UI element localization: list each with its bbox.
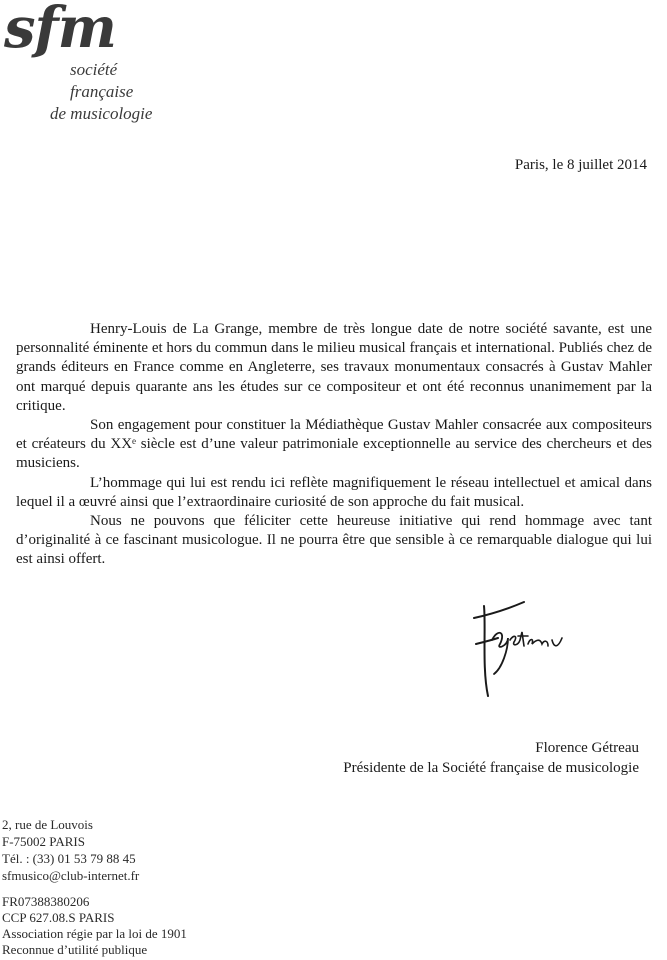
registration-line: FR07388380206 <box>2 894 90 909</box>
letter-date: Paris, le 8 juillet 2014 <box>514 157 647 173</box>
handwritten-signature <box>462 588 582 708</box>
email-line: sfmusico@club-internet.fr <box>2 868 140 883</box>
paragraph: Henry-Louis de La Grange, membre de très longue date de notre société savante, est une personnalité éminente et hors du commun dans le milieu musical français et international. Publiés chez de grands éditeurs en France comme en Angleterre, ses travaux monumentaux consacrés à Gustav Mahler ont marqué depuis quarante ans les études sur ce compositeur et ont été reconnus unanimement par la critique. <box>16 321 652 414</box>
signer-title: Présidente de la Société française de musicologie <box>343 760 639 776</box>
society-logo <box>4 0 179 126</box>
signer-name: Florence Gétreau <box>535 740 639 756</box>
paragraph: L’hommage qui lui est rendu ici reflète magnifiquement le réseau intellectuel et amical dans lequel il a œuvré ainsi que l’extraordinaire curiosité de son approche du fait musical. <box>16 474 652 510</box>
logo-mark: sfm <box>4 0 116 61</box>
logo-line-musicologie: de musicologie <box>50 104 153 123</box>
letter-body <box>16 320 652 570</box>
address-block <box>2 816 139 884</box>
signer-block <box>343 738 639 778</box>
paragraph: Nous ne pouvons que féliciter cette heureuse initiative qui rend hommage avec tant d’originalité à ce fascinant musicologue. Il ne pourra être que sensible à ce remarquable dialogue qui lui est ainsi offert. <box>16 513 652 568</box>
registration-block <box>2 894 187 958</box>
address-line: F-75002 PARIS <box>2 834 85 849</box>
phone-line: Tél. : (33) 01 53 79 88 45 <box>2 851 136 866</box>
address-line: 2, rue de Louvois <box>2 817 93 832</box>
registration-line: Association régie par la loi de 1901 <box>2 926 187 941</box>
registration-line: Reconnue d’utilité publique <box>2 942 148 957</box>
logo-line-societe: société <box>70 60 118 79</box>
registration-line: CCP 627.08.S PARIS <box>2 910 115 925</box>
paragraph: Son engagement pour constituer la Médiathèque Gustav Mahler consacrée aux compositeurs et créateurs du XXᵉ siècle est d’une valeur patrimoniale exceptionnelle au service des chercheurs et des musiciens. <box>16 417 652 472</box>
logo-line-francaise: française <box>70 82 134 101</box>
